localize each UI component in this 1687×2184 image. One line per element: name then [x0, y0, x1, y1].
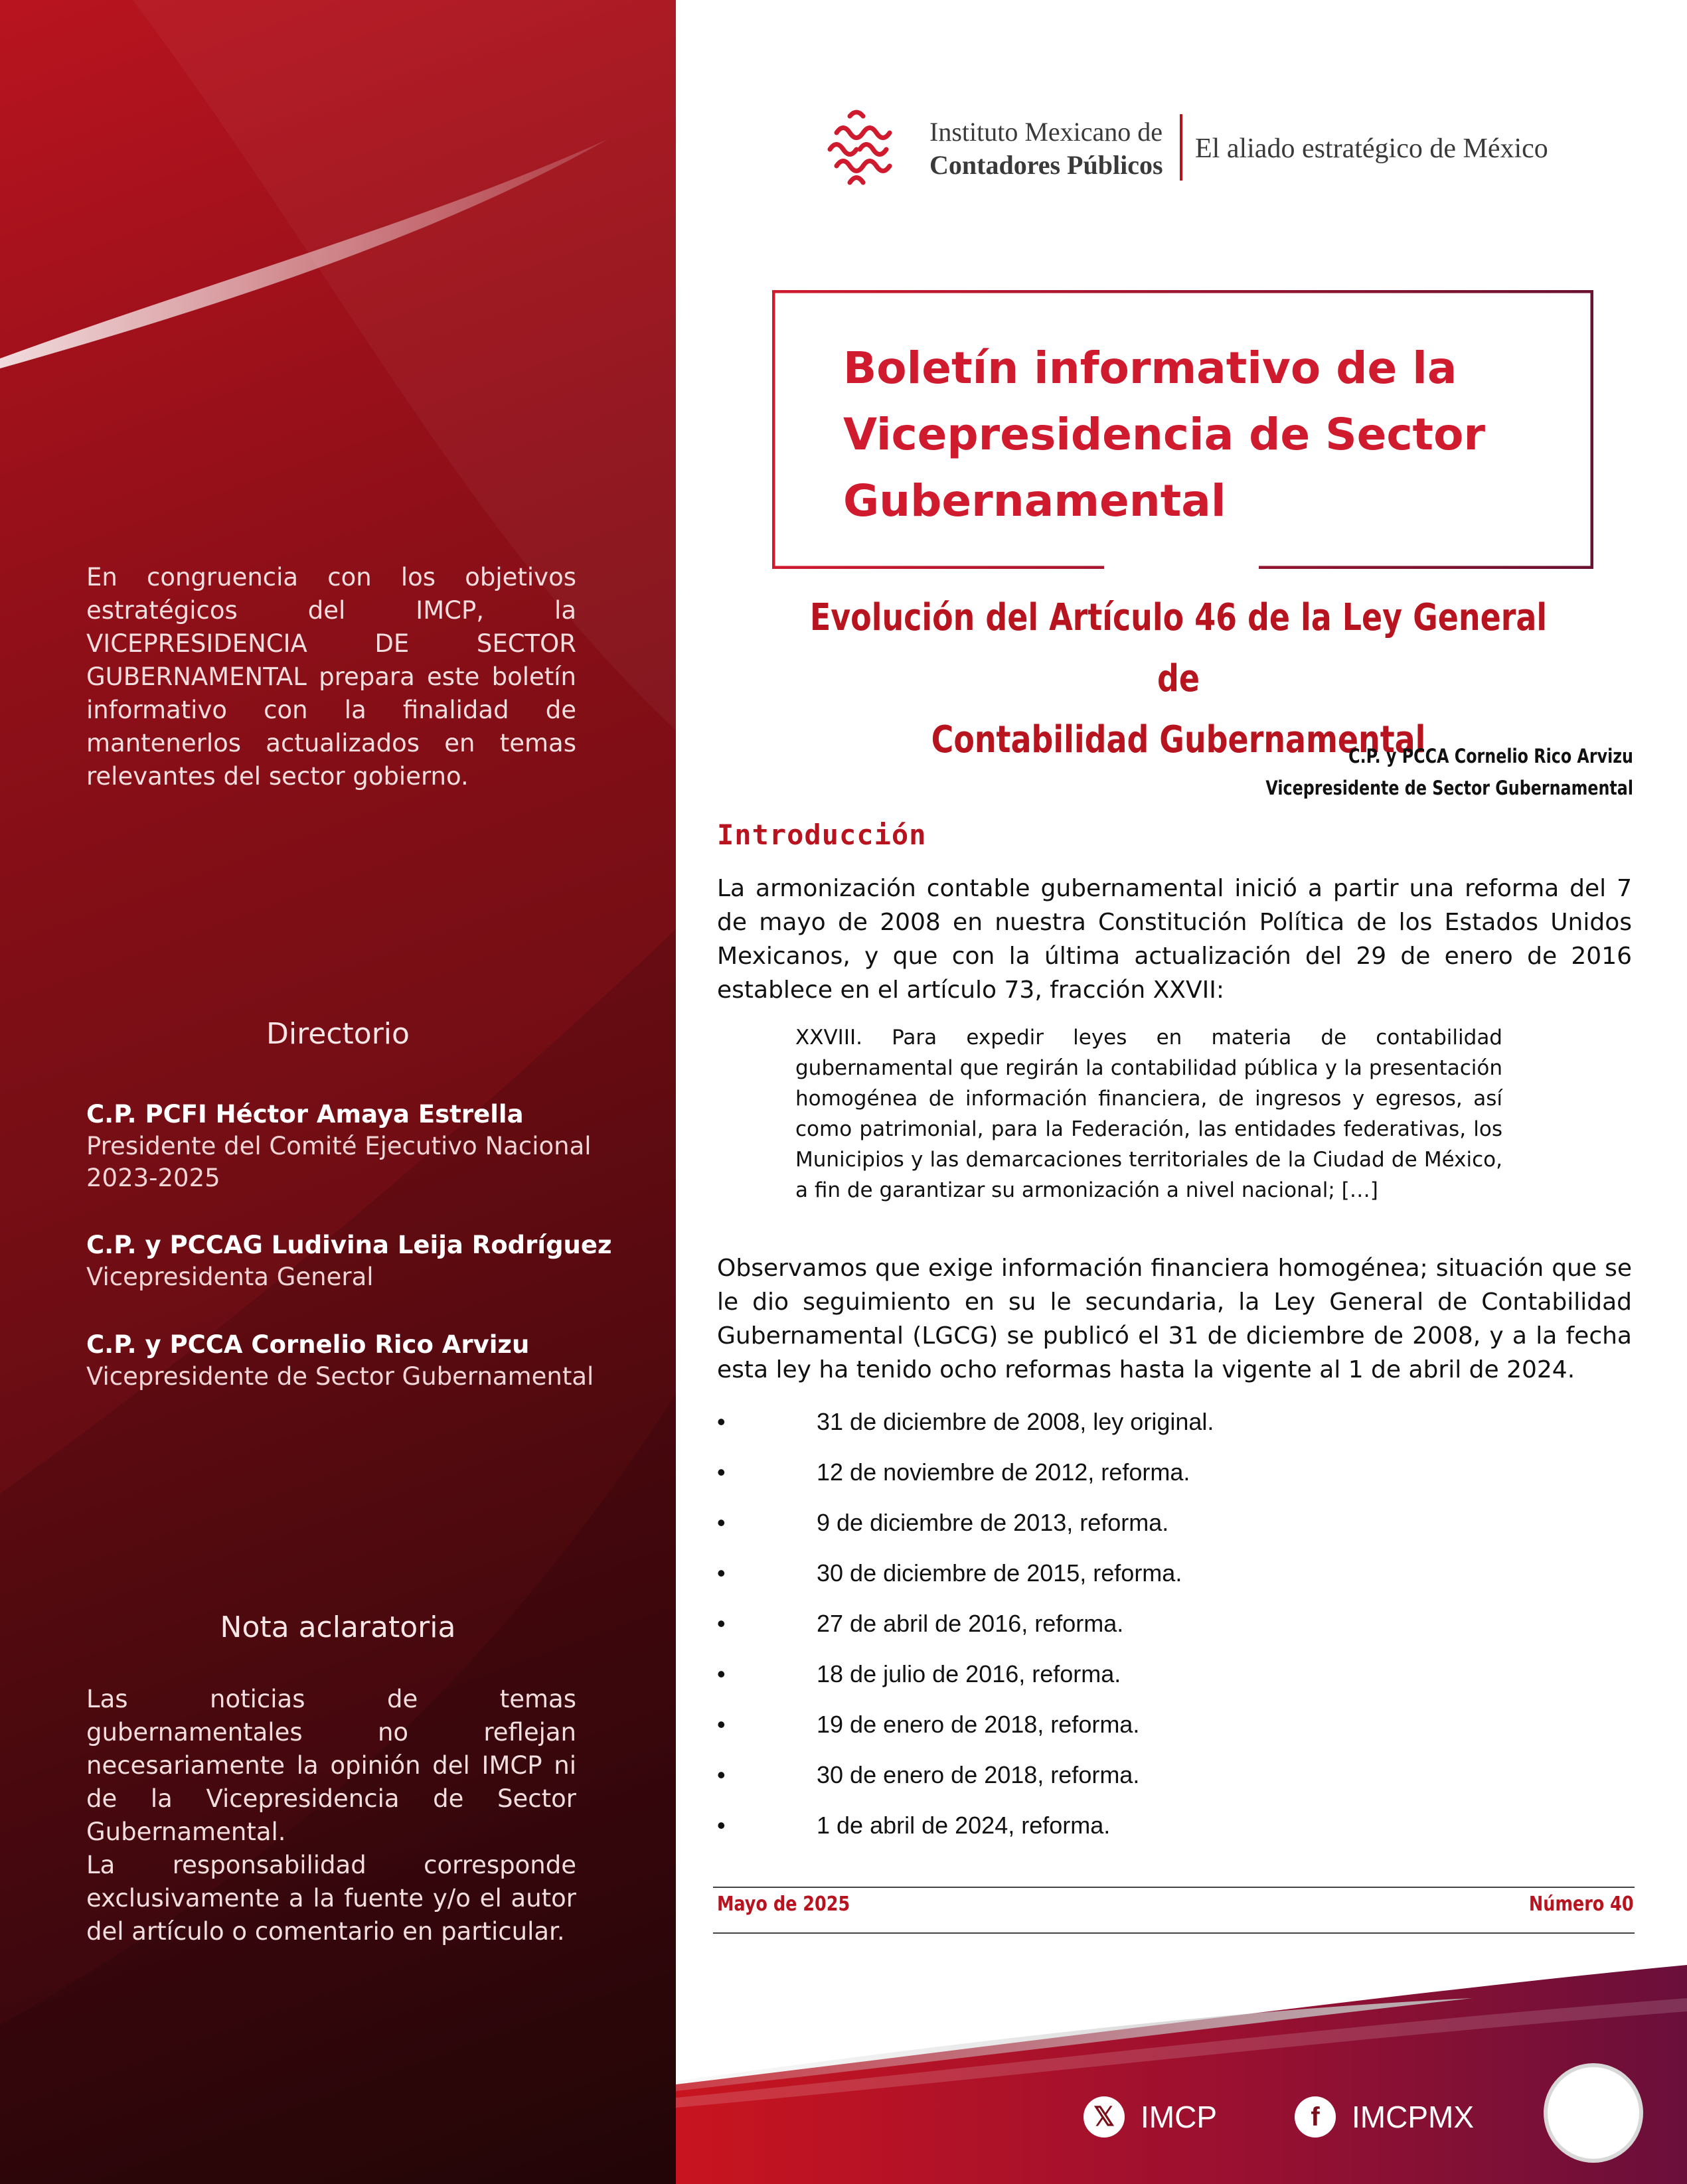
- person-name: C.P. y PCCA Cornelio Rico Arvizu: [86, 1330, 530, 1359]
- reform-date: 27 de abril de 2016, reforma.: [817, 1610, 1124, 1637]
- org-name-line1: Instituto Mexicano de: [929, 117, 1163, 147]
- article-title-line: Contabilidad Gubernamental: [931, 718, 1426, 761]
- bulletin-title: [843, 335, 1540, 534]
- list-item: [717, 1654, 1580, 1705]
- author-block: [1220, 740, 1633, 804]
- list-item: [717, 1806, 1580, 1856]
- x-icon: 𝕏: [1084, 2096, 1125, 2138]
- legal-quote: XXVIII. Para expedir leyes en materia de contabilidad gubernamental que regirán la contabilidad pública y la presentación homogénea de información financiera, de ingresos y egresos, así como patrimonial, para la Federación, las entidades federativas, los Municipios y las demarcaciones territoriales de la Ciudad de México, a fin de garantizar su armonización a nivel nacional; […]: [795, 1026, 1502, 1202]
- directorio-heading: Directorio: [266, 1017, 410, 1051]
- reform-date: 30 de diciembre de 2015, reforma.: [817, 1559, 1182, 1587]
- person-name: C.P. PCFI Héctor Amaya Estrella: [86, 1100, 524, 1129]
- reform-date: 9 de diciembre de 2013, reforma.: [817, 1509, 1169, 1536]
- person-period: 2023-2025: [86, 1164, 220, 1192]
- bullet-icon: •: [717, 1408, 726, 1435]
- sidebar-intro-text: En congruencia con los objetivos estratégicos del IMCP, la VICEPRESIDENCIA DE SECTOR GUBERNAMENTAL prepara este boletín informativo con la finalidad de mantenerlos actualizados en temas relevantes del sector gobierno.: [86, 563, 576, 791]
- footer-divider: [713, 1932, 1635, 1934]
- list-item: [717, 1705, 1580, 1755]
- person-role: Presidente del Comité Ejecutivo Nacional: [86, 1132, 592, 1160]
- list-item: [717, 1755, 1580, 1806]
- bullet-icon: •: [717, 1660, 726, 1687]
- list-item: [717, 1402, 1580, 1452]
- reform-date: 1 de abril de 2024, reforma.: [817, 1812, 1111, 1839]
- bulletin-title-line: Boletín informativo de la: [843, 343, 1457, 394]
- bullet-icon: •: [717, 1458, 726, 1486]
- list-item: [717, 1503, 1580, 1553]
- author-name: C.P. y PCCA Cornelio Rico Arvizu: [1348, 745, 1633, 767]
- bullet-icon: •: [717, 1812, 726, 1839]
- bullet-icon: •: [717, 1509, 726, 1536]
- bullet-icon: •: [717, 1761, 726, 1788]
- bullet-icon: •: [717, 1610, 726, 1637]
- reform-date: 18 de julio de 2016, reforma.: [817, 1660, 1121, 1687]
- nota-paragraph: Las noticias de temas gubernamentales no reflejan necesariamente la opinión del IMCP ni de la Vicepresidencia de Sector Gubernamental.: [86, 1685, 576, 1846]
- nota-paragraph: La responsabilidad corresponde exclusivamente a la fuente y/o el autor del artículo o comentario en particular.: [86, 1851, 576, 1946]
- issue-date: Mayo de 2025: [717, 1893, 850, 1916]
- round-badge-icon: [1544, 2063, 1643, 2163]
- x-handle: IMCP: [1141, 2100, 1217, 2134]
- list-item: [717, 1553, 1580, 1604]
- person-role: Vicepresidente de Sector Gubernamental: [86, 1362, 594, 1391]
- facebook-social-link[interactable]: [1295, 2096, 1474, 2138]
- list-item: [717, 1604, 1580, 1654]
- author-role: Vicepresidente de Sector Gubernamental: [1265, 777, 1633, 799]
- article-title-line: Evolución del Artículo 46 de la Ley General de: [809, 596, 1548, 700]
- facebook-icon: f: [1295, 2096, 1336, 2138]
- footer-divider: [713, 1887, 1635, 1888]
- bullet-icon: •: [717, 1711, 726, 1738]
- bullet-icon: •: [717, 1559, 726, 1587]
- list-item: [717, 1452, 1580, 1503]
- bulletin-title-line: Vicepresidencia de Sector: [843, 409, 1485, 460]
- nota-aclaratoria-heading: Nota aclaratoria: [220, 1610, 456, 1644]
- reform-date: 12 de noviembre de 2012, reforma.: [817, 1458, 1190, 1486]
- reform-list: [717, 1402, 1580, 1856]
- org-tagline: El aliado estratégico de México: [1195, 133, 1548, 164]
- imcp-logo-icon: [823, 106, 903, 193]
- body-paragraph: La armonización contable gubernamental inició a partir una reforma del 7 de mayo de 2008 en nuestra Constitución Política de los Estados Unidos Mexicanos, y que con la última actualización del 29 de enero de 2016 establece en el artículo 73, fracción XXVII:: [717, 875, 1632, 1004]
- reform-date: 19 de enero de 2018, reforma.: [817, 1711, 1140, 1738]
- x-social-link[interactable]: [1084, 2096, 1217, 2138]
- directory-person: [86, 1099, 617, 1194]
- org-name-line2: Contadores Públicos: [929, 150, 1163, 180]
- person-role: Vicepresidenta General: [86, 1263, 374, 1291]
- logo-divider: [1180, 114, 1182, 181]
- section-heading-introduccion: Introducción: [717, 819, 927, 851]
- footer-band: [676, 1965, 1687, 2184]
- directory-person: [86, 1329, 617, 1393]
- issue-number: Número 40: [1529, 1893, 1634, 1916]
- bulletin-title-line: Gubernamental: [843, 475, 1226, 526]
- facebook-handle: IMCPMX: [1352, 2100, 1474, 2134]
- reform-date: 31 de diciembre de 2008, ley original.: [817, 1408, 1214, 1435]
- directory-person: [86, 1229, 617, 1293]
- person-name: C.P. y PCCAG Ludivina Leija Rodríguez: [86, 1231, 612, 1259]
- body-paragraph: Observamos que exige información financiera homogénea; situación que se le dio seguimiento en su le secundaria, la Ley General de Contabilidad Gubernamental (LGCG) se publicó el 31 de diciembre de 2008, y a la fecha esta ley ha tenido ocho reformas hasta la vigente al 1 de abril de 2024.: [717, 1255, 1632, 1383]
- sidebar-panel: [0, 0, 676, 2184]
- reform-date: 30 de enero de 2018, reforma.: [817, 1761, 1140, 1788]
